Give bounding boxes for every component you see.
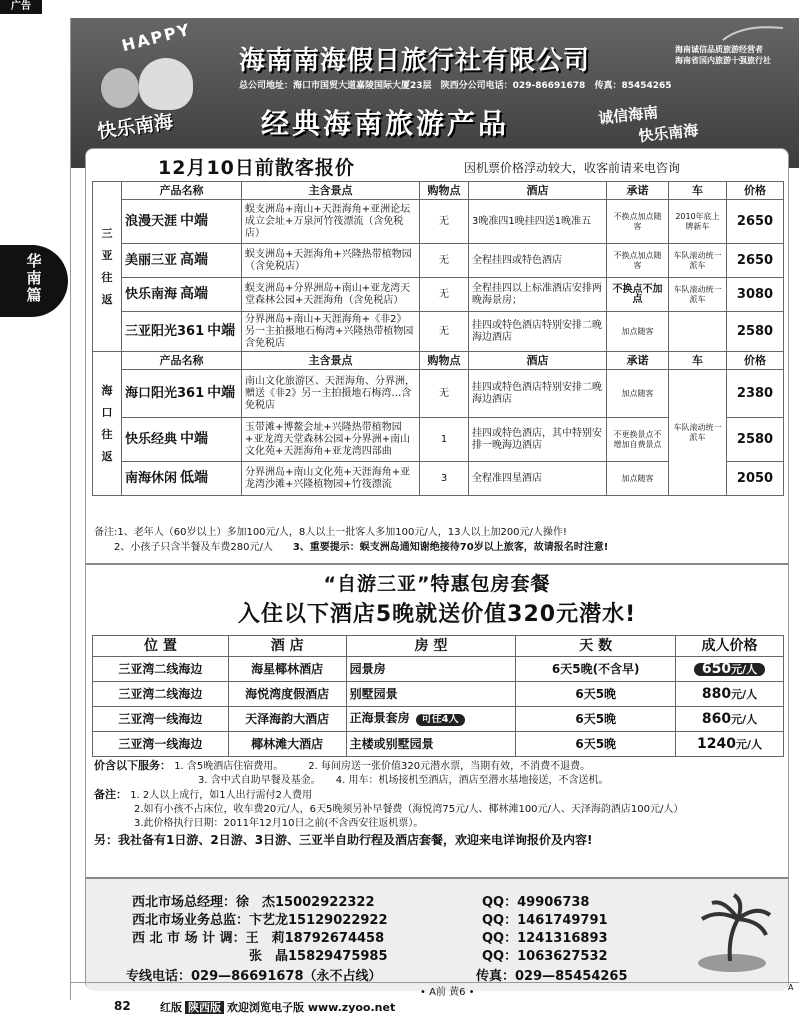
location: 三亚湾二线海边 <box>93 657 229 682</box>
product-name: 三亚阳光361 中端 <box>122 312 242 352</box>
promise: 加点随客 <box>607 312 669 352</box>
stay-days: 6天5晚 <box>516 732 676 757</box>
contact-bar <box>239 78 797 91</box>
col-header: 承诺 <box>607 182 669 200</box>
advert-page <box>70 18 799 1000</box>
col-header: 房 型 <box>346 636 516 657</box>
promise: 加点随客 <box>607 462 669 496</box>
table-row <box>93 732 784 757</box>
price-value: 2050 <box>727 462 784 496</box>
corner-letter: A <box>788 983 794 992</box>
table-header-row <box>93 352 784 370</box>
promo-banner <box>86 563 788 635</box>
contact-line: 张 晶15829475985 QQ：1063627532 <box>132 949 608 964</box>
contact-line: 专线电话：029—86691678（永不占线） 传真：029—85454265 <box>126 969 628 984</box>
company-credentials <box>675 44 797 66</box>
slogan <box>597 89 781 152</box>
car-info: 车队滚动统一派车 <box>669 370 727 496</box>
promise: 不更换景点不增加自费景点 <box>607 418 669 462</box>
credential-line: 海南诚信品质旅游经营者 <box>675 45 763 54</box>
stay-days: 6天5晚 <box>516 682 676 707</box>
promo-subtitle: 入住以下酒店5晚就送价值320元潜水! <box>237 602 637 627</box>
promise: 不换点加点随客 <box>607 200 669 244</box>
price-value: 3080 <box>727 278 784 312</box>
hotel-name: 椰林滩大酒店 <box>228 732 346 757</box>
remark-line: 3.此价格执行日期：2011年12月10日之前(不含西安往返机票）。 <box>134 818 424 829</box>
hotel-name: 海悦湾度假酒店 <box>228 682 346 707</box>
product-name: 快乐经典 中端 <box>122 418 242 462</box>
col-header: 酒 店 <box>228 636 346 657</box>
product-spots: 分界洲岛+南山文化苑+天涯海角+亚龙湾沙滩+兴隆植物园+竹筏漂流 <box>242 462 420 496</box>
section-tab-char: 华 <box>26 252 42 270</box>
product-name: 快乐南海 高端 <box>122 278 242 312</box>
adult-price: 880元/人 <box>676 682 784 707</box>
contact-line: 西 北 市 场 计 调：王 莉18792674458 QQ：1241316893 <box>132 931 608 946</box>
hotel-info: 全程准四星酒店 <box>469 462 607 496</box>
room-type: 正海景套房 可住4人 <box>346 707 516 732</box>
room-type: 主楼或别墅园景 <box>346 732 516 757</box>
product-spots: 蜈支洲岛+天涯海角+兴隆热带植物园（含免税店） <box>242 244 420 278</box>
shop-count: 无 <box>420 200 469 244</box>
price-note: 因机票价格浮动较大，收客前请来电咨询 <box>464 161 681 175</box>
palm-island-icon <box>688 891 776 979</box>
note-line: 2、小孩子只含半餐及车费280元/人 3、重要提示：蜈支洲岛通知谢绝接待70岁以上旅客，故请报名时注意! <box>114 542 609 553</box>
credential-line: 海南省国内旅游十强旅行社 <box>675 56 771 65</box>
hotel-info: 挂四或特色酒店，其中特别安排一晚海边酒店 <box>469 418 607 462</box>
product-title: 经典海南旅游产品 <box>261 107 510 140</box>
product-name: 海口阳光361 中端 <box>122 370 242 418</box>
company-name: 海南南海假日旅行社有限公司 <box>239 46 591 76</box>
logo-figure-icon <box>139 58 193 110</box>
product-spots: 蜈支洲岛+分界洲岛+南山+亚龙湾天堂森林公园+天涯海角（含免税店） <box>242 278 420 312</box>
hotel-name: 天泽海韵大酒店 <box>228 707 346 732</box>
company-logo <box>81 19 231 148</box>
price-value: 2650 <box>727 244 784 278</box>
note-line: 备注:1、老年人（60岁以上）多加100元/人，8人以上一批客人多加100元/人，13人以上加200元/人操作! <box>94 527 567 538</box>
contact-panel <box>86 877 788 991</box>
product-spots: 玉带滩+博鳌会址+兴隆热带植物园+亚龙湾天堂森林公园+分界洲+南山文化苑+天涯海角+亚龙湾四部曲 <box>242 418 420 462</box>
table-row <box>93 370 784 418</box>
hotel-info: 挂四或特色酒店特别安排二晚海边酒店 <box>469 312 607 352</box>
shop-count: 无 <box>420 312 469 352</box>
price-title: 12月10日前散客报价 <box>158 157 355 179</box>
page-number: 82 <box>114 999 131 1013</box>
branch-phone: 陕西分公司电话：029-86691678 <box>440 81 586 91</box>
page-footer <box>70 982 799 1018</box>
shop-count: 无 <box>420 244 469 278</box>
service-line: 3. 含中式自助早餐及基金。 4. 用车：机场接机至酒店，酒店至潜水基地接送，不含送机。 <box>198 775 609 786</box>
section-marker: • A前 黄6 • <box>420 987 475 998</box>
shop-count: 无 <box>420 370 469 418</box>
region-haikou: 海 口 往 返 <box>93 352 122 496</box>
hotel-info: 全程挂四以上标准酒店安排两晚海景房； <box>469 278 607 312</box>
col-header: 主含景点 <box>242 182 420 200</box>
service-notes <box>94 759 784 847</box>
col-header: 天 数 <box>516 636 676 657</box>
hotel-info: 挂四或特色酒店特别安排二晚海边酒店 <box>469 370 607 418</box>
edition-line: 红版 陕西版 欢迎浏览电子版 www.zyoo.net <box>160 1001 396 1014</box>
adult-price: 1240元/人 <box>676 732 784 757</box>
car-info: 车队滚动统一派车 <box>669 278 727 312</box>
section-tab-char: 篇 <box>26 286 42 304</box>
room-type: 别墅园景 <box>346 682 516 707</box>
table-row <box>93 682 784 707</box>
col-header: 价格 <box>727 352 784 370</box>
contact-line: 西北市场业务总监：卞艺龙15129022922 QQ：1461749791 <box>132 913 608 928</box>
table-row <box>93 278 784 312</box>
car-info: 车队滚动统一派车 <box>669 244 727 278</box>
col-header: 酒店 <box>469 182 607 200</box>
product-spots: 分界洲岛+南山+天涯海角+《非2》另一主拍摄地石梅湾+兴隆热带植物园含免税店 <box>242 312 420 352</box>
col-header: 酒店 <box>469 352 607 370</box>
table-header-row <box>93 182 784 200</box>
table-row <box>93 244 784 278</box>
location: 三亚湾一线海边 <box>93 732 229 757</box>
ad-label: 广告 <box>0 0 42 14</box>
capacity-badge: 可住4人 <box>416 714 465 726</box>
stay-days: 6天5晚(不含早) <box>516 657 676 682</box>
promo-title: “自游三亚”特惠包房套餐 <box>323 573 551 595</box>
section-tab-char: 南 <box>26 269 42 287</box>
promise: 不换点加点随客 <box>607 244 669 278</box>
table-header-row <box>93 636 784 657</box>
stay-days: 6天5晚 <box>516 707 676 732</box>
remark-line: 备注： 1. 2人以上成行，如1人出行需付2人费用 <box>94 788 312 801</box>
table-row <box>93 312 784 352</box>
product-spots: 南山文化旅游区、天涯海角、分界洲，赠送《非2》另一主拍摄地石梅湾…含免税店 <box>242 370 420 418</box>
col-header: 位 置 <box>93 636 229 657</box>
col-header: 价格 <box>727 182 784 200</box>
adult-price: 860元/人 <box>676 707 784 732</box>
contact-line: 西北市场总经理：徐 杰15002922322 QQ：49906738 <box>132 895 590 910</box>
logo-figure-icon <box>101 68 139 108</box>
slogan-line: 快乐南海 <box>637 121 700 146</box>
table-row <box>93 200 784 244</box>
remark-line: 2.如有小孩不占床位，收车费20元/人，6天5晚须另补早餐费（海悦湾75元/人、椰林滩100元/人、天泽海韵酒店100元/人） <box>134 804 684 815</box>
promise: 不换点不加点 <box>607 278 669 312</box>
product-name: 浪漫天涯 中端 <box>122 200 242 244</box>
table-row <box>93 657 784 682</box>
shop-count: 3 <box>420 462 469 496</box>
col-header: 成人价格 <box>676 636 784 657</box>
price-table <box>92 181 784 496</box>
col-header: 产品名称 <box>122 182 242 200</box>
price-value: 2650 <box>727 200 784 244</box>
slogan-line: 诚信海南 <box>597 103 659 128</box>
col-header: 购物点 <box>420 182 469 200</box>
package-table <box>92 635 784 757</box>
col-header: 购物点 <box>420 352 469 370</box>
service-line: 价含以下服务： 1. 含5晚酒店住宿费用。 2. 每间房送一张价值320元潜水票，当期有效，不消费不退费。 <box>94 759 591 772</box>
room-type: 园景房 <box>346 657 516 682</box>
price-value: 2580 <box>727 418 784 462</box>
shop-count: 无 <box>420 278 469 312</box>
content-panel <box>85 148 789 990</box>
price-value: 2580 <box>727 312 784 352</box>
car-info <box>669 312 727 352</box>
col-header: 承诺 <box>607 352 669 370</box>
logo-name: 快乐南海 <box>96 110 175 144</box>
col-header: 主含景点 <box>242 352 420 370</box>
section-tab <box>0 245 68 317</box>
product-name: 南海休闲 低端 <box>122 462 242 496</box>
price-notes <box>94 525 784 555</box>
product-spots: 蜈支洲岛+南山+天涯海角+亚洲论坛成立会址+万泉河竹筏漂流（含免税店） <box>242 200 420 244</box>
fax-number: 传真：85454265 <box>594 81 672 91</box>
adult-price: 650元/人 <box>676 657 784 682</box>
price-header <box>86 149 788 183</box>
col-header: 产品名称 <box>122 352 242 370</box>
header-banner <box>71 18 799 168</box>
hq-address: 总公司地址：海口市国贸大道嘉陵国际大厦23层 <box>239 81 432 91</box>
hotel-info: 全程挂四或特色酒店 <box>469 244 607 278</box>
col-header: 车 <box>669 182 727 200</box>
region-sanya: 三 亚 往 返 <box>93 182 122 352</box>
col-header: 车 <box>669 352 727 370</box>
promise: 加点随客 <box>607 370 669 418</box>
hotel-info: 3晚准四1晚挂四送1晚准五 <box>469 200 607 244</box>
shop-count: 1 <box>420 418 469 462</box>
price-value: 2380 <box>727 370 784 418</box>
hotel-name: 海星椰林酒店 <box>228 657 346 682</box>
logo-happy-text: HAPPY <box>119 19 194 56</box>
table-row <box>93 707 784 732</box>
car-info: 2010年底上牌新车 <box>669 200 727 244</box>
location: 三亚湾一线海边 <box>93 707 229 732</box>
extra-offer: 另：我社备有1日游、2日游、3日游、三亚半自助行程及酒店套餐，欢迎来电详询报价及内容! <box>94 833 593 847</box>
product-name: 美丽三亚 高端 <box>122 244 242 278</box>
location: 三亚湾二线海边 <box>93 682 229 707</box>
palm-tree-icon <box>713 22 793 42</box>
